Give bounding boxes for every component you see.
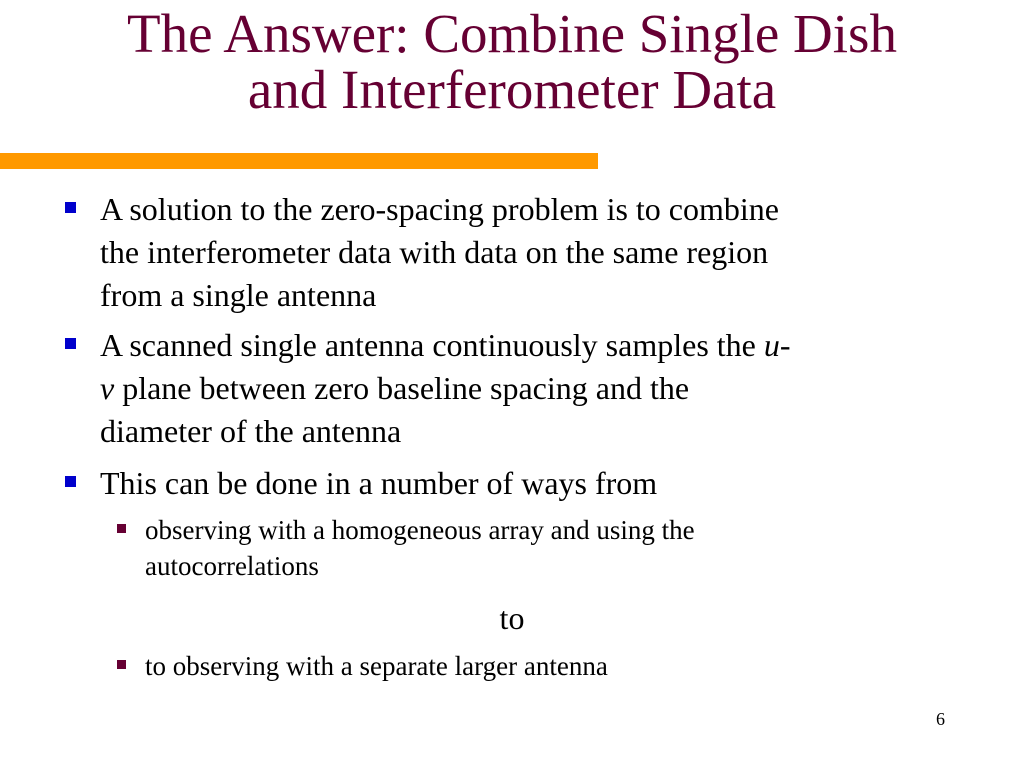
square-sub-bullet-icon [117, 524, 126, 533]
square-bullet-icon [65, 476, 76, 487]
bullet-2-line-2 [100, 367, 980, 410]
bullet-1-line-2: the interferometer data with data on the same region [100, 234, 769, 270]
bullet-2-line-3: diameter of the antenna [100, 413, 402, 449]
square-sub-bullet-icon [117, 660, 126, 669]
square-bullet-icon [65, 202, 76, 213]
bullet-3 [100, 462, 980, 505]
slide-number: 6 [936, 709, 945, 729]
bullet-3-line-1: This can be done in a number of ways from [100, 465, 658, 501]
bullet-2-line-1-text: A scanned single antenna continuously samples the [100, 327, 764, 363]
bullet-2-line-1 [100, 324, 980, 367]
bullet-1 [100, 188, 980, 317]
bullet-1-line-3: from a single antenna [100, 277, 377, 313]
sub-bullet-2 [145, 648, 985, 684]
bullet-2-line-2-text: plane between zero baseline spacing and the [114, 370, 690, 406]
v-italic: v [100, 370, 115, 406]
sub-bullet-1-line-1: observing with a homogeneous array and using the [145, 515, 695, 545]
connector-text: to [499, 600, 525, 636]
bullet-1-line-1: A solution to the zero-spacing problem is to combine [100, 191, 779, 227]
bullet-2 [100, 324, 980, 453]
hyphen: - [779, 327, 791, 363]
title-line-1: The Answer: Combine Single Dish [127, 3, 897, 64]
sub-bullet-1-line-2: autocorrelations [145, 551, 319, 581]
sub-bullet-2-line-1: to observing with a separate larger antenna [145, 651, 608, 681]
title-accent-bar [0, 153, 598, 169]
u-italic: u [763, 327, 780, 363]
title-line-2: and Interferometer Data [247, 59, 777, 120]
square-bullet-icon [65, 338, 76, 349]
slide-title [0, 3, 1024, 120]
sub-bullet-1 [145, 512, 985, 584]
